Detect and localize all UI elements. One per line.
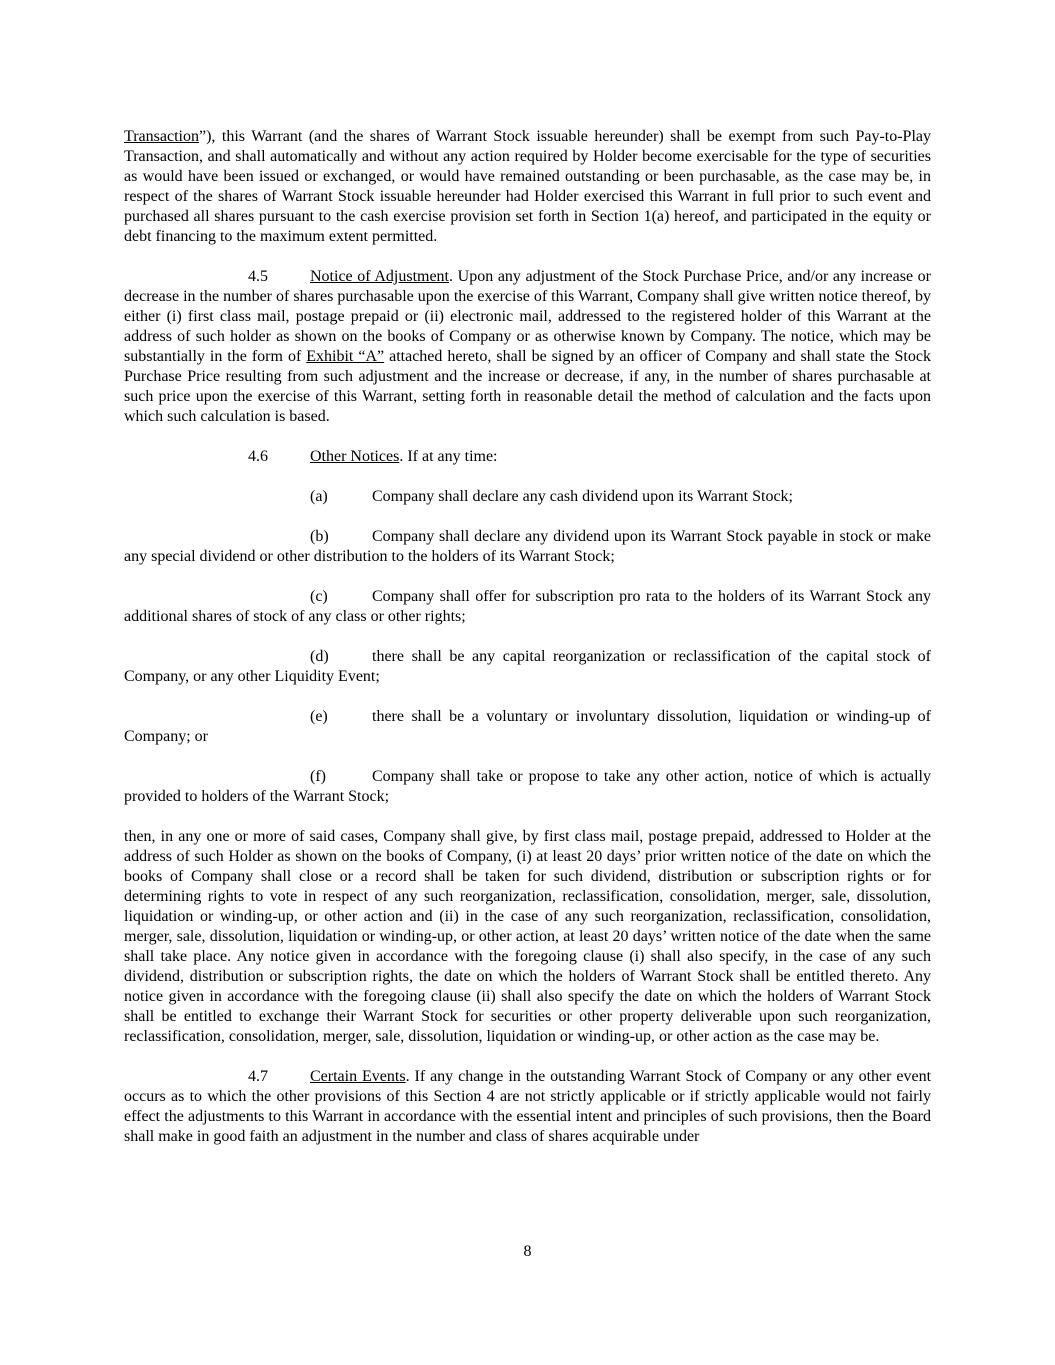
list-item-f (124, 767, 931, 807)
list-item-d (124, 647, 931, 687)
section-number: 4.5 (248, 268, 268, 285)
item-text: Company shall declare any dividend upon its Warrant Stock payable in stock or make any special dividend or other distribution to the holders of its Warrant Stock; (124, 528, 931, 565)
section-text: . Upon any adjustment of the Stock Purchase Price, and/or any increase or decrease in the number of shares purchasable upon the exercise of this Warrant, Company shall give written notice thereof, by either (i) first class mail, postage prepaid or (ii) electronic mail, addressed to the registered holder of this Warrant at the address of such holder as shown on the books of Company or as otherwise known by Company. The notice, which may be substantially in the form of (124, 268, 932, 365)
intro-text: ”), this Warrant (and the shares of Warrant Stock issuable hereunder) shall be exempt from such Pay-to-Play Transaction, and shall automatically and without any action required by Holder become exercisable for the type of securities as would have been issued or exchanged, or would have remained outstanding or been purchasable, as the case may be, in respect of the shares of Warrant Stock issuable hereunder had Holder exercised this Warrant in full prior to such event and purchased all shares pursuant to the cash exercise provision set forth in Section 1(a) hereof, and participated in the equity or debt financing to the maximum extent permitted. (124, 128, 931, 245)
item-label: (e) (310, 708, 328, 725)
item-label: (a) (310, 488, 328, 505)
section-heading: Certain Events (310, 1068, 406, 1085)
body-text (124, 127, 931, 1147)
paragraph-then: then, in any one or more of said cases, Company shall give, by first class mail, postage prepaid, addressed to Holder at the address of such Holder as shown on the books of Company, (i) at least 20 days’ prior written notice of the date on which the books of Company shall close or a record shall be taken for such dividend, distribution or subscription rights or for determining rights to vote in respect of any such reorganization, reclassification, consolidation, merger, sale, dissolution, liquidation or winding-up, or other action and (ii) in the case of any such reorganization, reclassification, consolidation, merger, sale, dissolution, liquidation or winding-up, or other action, at least 20 days’ written notice of the date when the same shall take place. Any notice given in accordance with the foregoing clause (i) shall also specify, in the case of any such dividend, distribution or subscription rights, the date on which the holders of Warrant Stock shall be entitled thereto. Any notice given in accordance with the foregoing clause (ii) shall also specify the date on which the holders of Warrant Stock shall be entitled to exchange their Warrant Stock for securities or other property deliverable upon such reorganization, reclassification, consolidation, merger, sale, dissolution, liquidation or winding-up, or other action as the case may be. (124, 828, 931, 1045)
exhibit-reference: Exhibit “A” (306, 348, 385, 365)
item-text: Company shall offer for subscription pro rata to the holders of its Warrant Stock any additional shares of stock of any class or other rights; (124, 588, 931, 625)
section-number: 4.7 (248, 1068, 268, 1085)
transaction-term: Transaction (124, 128, 199, 145)
paragraph-intro (124, 127, 931, 247)
section-4-5 (124, 267, 931, 427)
item-text: Company shall declare any cash dividend upon its Warrant Stock; (372, 488, 793, 505)
section-number: 4.6 (248, 448, 268, 465)
list-item-c (124, 587, 931, 627)
item-label: (d) (310, 648, 329, 665)
list-item-b (124, 527, 931, 567)
section-text: attached hereto, shall be signed by an officer of Company and shall state the Stock Purchase Price resulting from such adjustment and the increase or decrease, if any, in the number of shares purchasable at such price upon the exercise of this Warrant, setting forth in reasonable detail the method of calculation and the facts upon which such calculation is based. (124, 348, 931, 425)
section-heading: Notice of Adjustment (310, 268, 450, 285)
section-heading: Other Notices (310, 448, 400, 465)
section-4-6 (124, 447, 931, 467)
section-text: . If at any time: (399, 448, 498, 465)
item-text: Company shall take or propose to take any other action, notice of which is actually provided to holders of the Warrant Stock; (124, 768, 931, 805)
list-item-a (124, 487, 931, 507)
section-4-7 (124, 1067, 931, 1147)
page-number: 8 (523, 1243, 532, 1260)
item-text: there shall be a voluntary or involuntary dissolution, liquidation or winding-up of Company; or (124, 708, 931, 745)
item-label: (b) (310, 528, 329, 545)
item-label: (c) (310, 588, 328, 605)
item-text: there shall be any capital reorganization or reclassification of the capital stock of Company, or any other Liquidity Event; (124, 648, 931, 685)
section-text: . If any change in the outstanding Warrant Stock of Company or any other event occurs as to which the other provisions of this Section 4 are not strictly applicable or if strictly applicable would not fairly effect the adjustments to this Warrant in accordance with the essential intent and principles of such provisions, then the Board shall make in good faith an adjustment in the number and class of shares acquirable under (124, 1068, 932, 1145)
item-label: (f) (310, 768, 326, 785)
list-item-e (124, 707, 931, 747)
